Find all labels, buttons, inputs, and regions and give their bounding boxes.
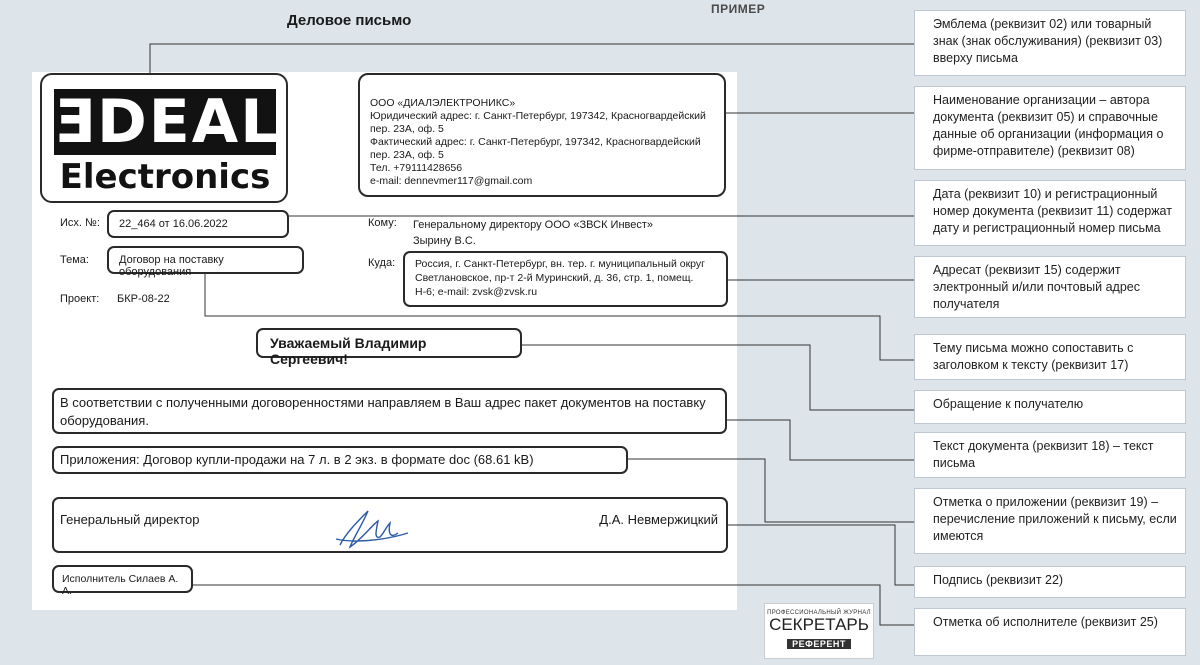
project-label: Проект: xyxy=(60,293,100,305)
sample-label: ПРИМЕР xyxy=(711,2,766,16)
greeting-box xyxy=(256,328,522,367)
magazine-logo-top: ПРОФЕССИОНАЛЬНЫЙ ЖУРНАЛ xyxy=(767,610,871,616)
annotation-organization: Наименование организации – автора документа (реквизит 05) и справочные данные об организации (информация о фирме-отправителе) (реквизит 08) xyxy=(914,86,1186,170)
annotation-topic: Тему письма можно сопоставить с заголовком к тексту (реквизит 17) xyxy=(914,334,1186,380)
where-label: Куда: xyxy=(368,257,396,269)
handwritten-signature xyxy=(332,503,412,553)
company-logo xyxy=(40,73,288,203)
magazine-logo-bottom: РЕФЕРЕНТ xyxy=(787,639,851,649)
project-value: БКР-08-22 xyxy=(117,293,170,305)
annotation-greeting: Обращение к получателю xyxy=(914,390,1186,424)
body-text: В соответствии с полученными договоренностями направляем в Ваш адрес пакет документов на поставку оборудования. xyxy=(60,395,706,428)
attachment-box xyxy=(52,446,628,474)
executor-text: Исполнитель Силаев А. А. xyxy=(62,573,179,597)
page-title: Деловое письмо xyxy=(287,12,412,29)
to-label: Кому: xyxy=(368,217,397,229)
body-text-box xyxy=(52,388,727,434)
annotation-signature: Подпись (реквизит 22) xyxy=(914,566,1186,598)
attachment-text: Приложения: Договор купли-продажи на 7 л. в 2 экз. в формате doc (68.61 kB) xyxy=(60,452,534,467)
magazine-logo-middle: СЕКРЕТАРЬ xyxy=(769,615,869,634)
ref-number-box xyxy=(107,210,289,238)
annotation-attachment: Отметка о приложении (реквизит 19) – перечисление приложений к письму, если имеются xyxy=(914,488,1186,554)
annotation-date-number: Дата (реквизит 10) и регистрационный номер документа (реквизит 11) содержат дату и регистрационный номер письма xyxy=(914,180,1186,246)
annotation-emblem: Эмблема (реквизит 02) или товарный знак (знак обслуживания) (реквизит 03) вверху письма xyxy=(914,10,1186,76)
org-name: ООО «ДИАЛЭЛЕКТРОНИКС» xyxy=(370,97,516,109)
greeting: Уважаемый Владимир Сергеевич! xyxy=(270,335,427,367)
org-email: e-mail: dennevmer117@gmail.com xyxy=(370,175,533,187)
annotation-body-text: Текст документа (реквизит 18) – текст письма xyxy=(914,432,1186,478)
to-value xyxy=(413,217,653,249)
logo-deal-text: ƎDEAL xyxy=(54,87,281,157)
organization-details xyxy=(358,73,726,197)
signature-box xyxy=(52,497,728,553)
signer-position: Генеральный директор xyxy=(60,512,200,527)
topic-value: Договор на поставку оборудования xyxy=(119,254,224,278)
address-box xyxy=(403,251,728,307)
ref-number: 22_464 от 16.06.2022 xyxy=(119,218,228,230)
org-legal-address: Юридический адрес: г. Санкт-Петербург, 197342, Красногвардейский пер. 23А, оф. 5 xyxy=(370,110,706,135)
magazine-logo xyxy=(764,603,874,659)
annotation-executor: Отметка об исполнителе (реквизит 25) xyxy=(914,608,1186,656)
topic-label: Тема: xyxy=(60,254,89,266)
to-value-line-2: Зырину В.С. xyxy=(413,235,476,247)
annotation-addressee: Адресат (реквизит 15) содержит электронный и/или почтовый адрес получателя xyxy=(914,256,1186,318)
to-value-line-1: Генеральному директору ООО «ЗВСК Инвест» xyxy=(413,219,654,231)
org-phone: Тел. +79111428656 xyxy=(370,162,463,174)
signer-name: Д.А. Невмержицкий xyxy=(599,512,718,527)
logo-electronics-text: Electronics xyxy=(59,157,271,197)
ref-label: Исх. №: xyxy=(60,217,100,229)
address-value: Россия, г. Санкт-Петербург, вн. тер. г. муниципальный округ Светлановское, пр-т 2-й Муринский, д. 36, стр. 1, помещ. Н-6; e-mail: zvsk@zvsk.ru xyxy=(415,258,705,298)
org-actual-address: Фактический адрес: г. Санкт-Петербург, 197342, Красногвардейский пер. 23А, оф. 5 xyxy=(370,136,701,161)
topic-box xyxy=(107,246,304,278)
executor-box xyxy=(52,565,193,597)
